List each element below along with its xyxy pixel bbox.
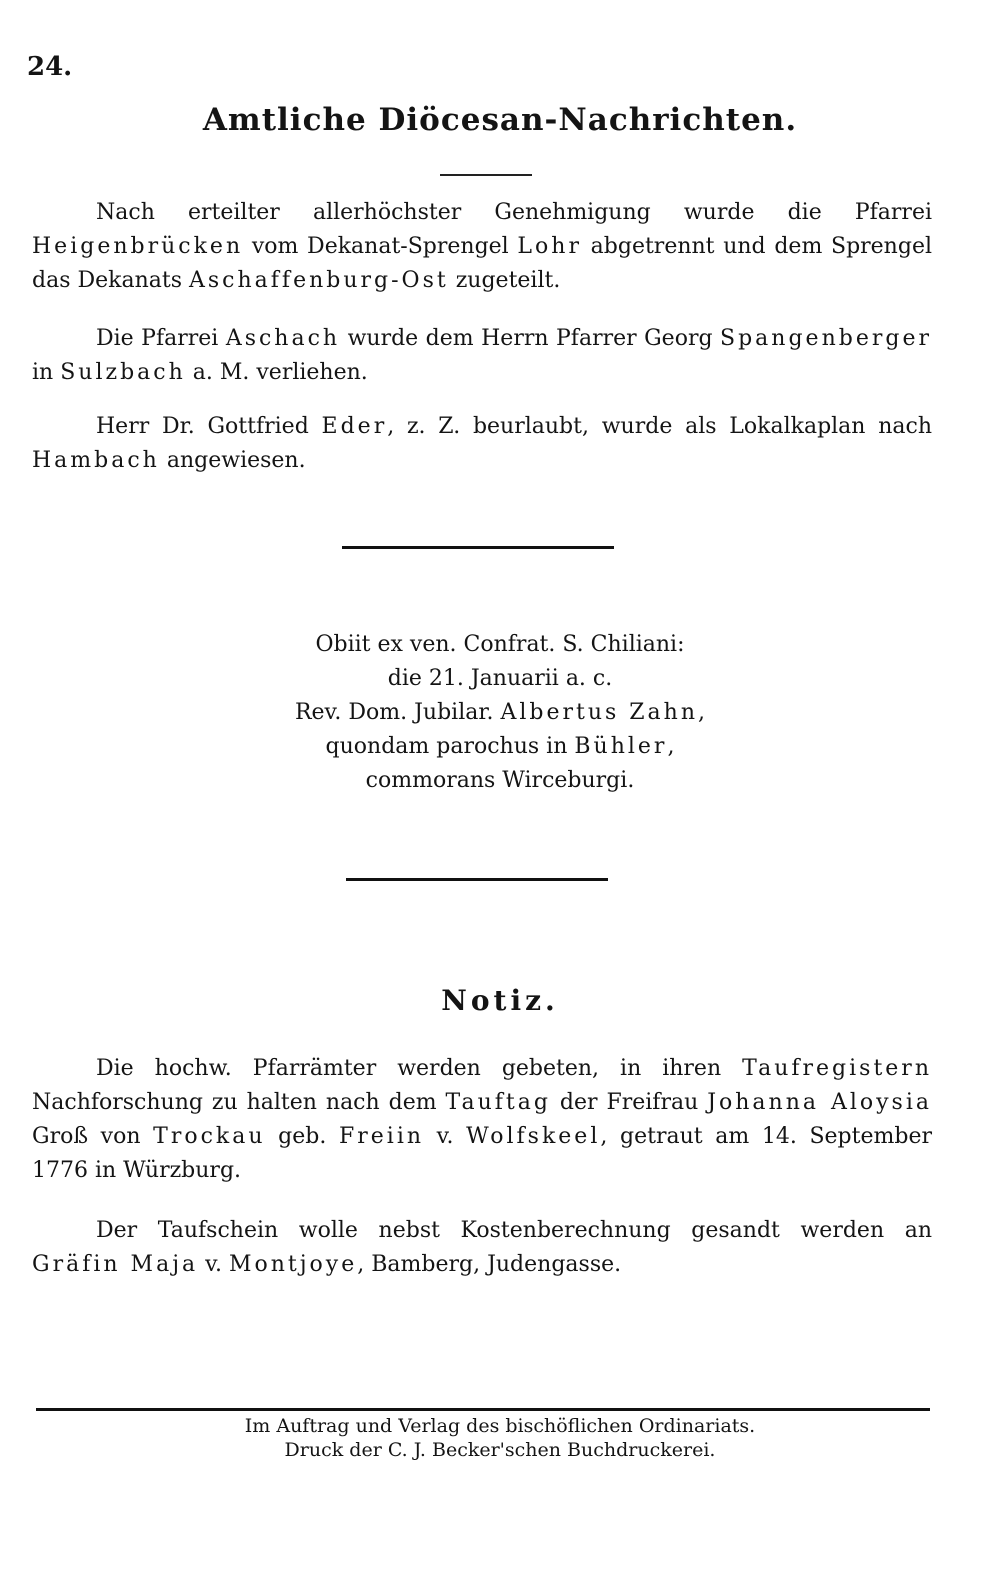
notice-paragraph-chaplain-assignment [32, 410, 932, 478]
notice-text: Die Pfarrei [96, 326, 226, 351]
footer-rule [36, 1408, 930, 1411]
obituary-text: commorans [365, 768, 503, 793]
notice-text: Nachforschung zu halten nach dem [32, 1090, 446, 1115]
notice-text: , getraut am 14. September 1776 in Würzburg. [32, 1124, 932, 1183]
notice-text: a. M. verliehen. [185, 360, 368, 385]
deceased-name: Albertus Zahn [500, 700, 699, 725]
obituary-line: die 21. Januarii a. c. [387, 666, 613, 691]
notiz-paragraph-request [32, 1052, 932, 1188]
notice-text: Herr Dr. Gottfried [96, 414, 322, 439]
parish-name: Heigenbrücken [32, 234, 244, 259]
place-name: Bühler [574, 734, 668, 759]
imprint-footer [0, 1414, 1000, 1462]
deanery-name: Aschaffenburg-Ost [189, 268, 449, 293]
obituary-text: Rev. Dom. Jubilar. [294, 700, 501, 725]
notice-text: in [32, 360, 61, 385]
notice-text: vom Dekanat-Sprengel [243, 234, 518, 259]
notice-text: , Bamberg, Judengasse. [357, 1252, 622, 1277]
obituary-line [0, 730, 1000, 764]
notice-paragraph-parish-transfer [32, 196, 932, 298]
notice-text: Der Taufschein wolle nebst Kostenberechnung gesandt werden an [96, 1218, 932, 1243]
place-name: Hambach [32, 448, 160, 473]
deanery-name: Lohr [517, 234, 582, 259]
emphasized-term: Taufregistern [742, 1056, 932, 1081]
imprint-printer: Druck der C. J. Becker'schen Buchdruckerei. [284, 1439, 716, 1461]
obituary-line: Obiit ex ven. Confrat. S. Chiliani: [315, 632, 685, 657]
title-rule [440, 174, 532, 176]
notice-text: Die hochw. Pfarrämter werden gebeten, in ihren [96, 1056, 743, 1081]
section-divider [342, 546, 614, 549]
notice-text: wurde dem Herrn Pfarrer Georg [340, 326, 721, 351]
notiz-paragraph-contact [32, 1214, 932, 1282]
obituary-notice [0, 628, 1000, 798]
imprint-publisher: Im Auftrag und Verlag des bischöflichen Ordinariats. [244, 1415, 756, 1437]
title-term: Freiin [338, 1124, 425, 1149]
person-name: Spangenberger [720, 326, 932, 351]
notice-text: Groß von [32, 1124, 154, 1149]
section-divider [346, 878, 608, 881]
obituary-text: . [627, 768, 635, 793]
place-name: Trockau [153, 1124, 266, 1149]
parish-name: Aschach [225, 326, 341, 351]
notice-text: der Freifrau [550, 1090, 708, 1115]
obituary-text: , [698, 700, 706, 725]
notice-text: zugeteilt. [448, 268, 561, 293]
person-name: Eder [321, 414, 388, 439]
notice-text: angewiesen. [159, 448, 306, 473]
place-name: Wirceburgi [502, 768, 628, 793]
notice-heading: Notiz. [441, 984, 559, 1017]
notice-text: v. [424, 1124, 467, 1149]
family-name: Montjoye [228, 1252, 358, 1277]
person-name: Gräfin Maja [32, 1252, 199, 1277]
notice-text: abgetrennt und dem Sprengel das Dekanats [32, 234, 932, 293]
person-name: Johanna Aloysia [707, 1090, 932, 1115]
notice-text: Nach erteilter allerhöchster Genehmigung wurde die Pfarrei [96, 200, 932, 225]
obituary-text: quondam parochus in [325, 734, 575, 759]
obituary-line [0, 696, 1000, 730]
page-number: 24. [27, 52, 73, 82]
page-title: Amtliche Diöcesan-Nachrichten. [202, 102, 798, 138]
emphasized-term: Tauftag [445, 1090, 551, 1115]
family-name: Wolfskeel [466, 1124, 601, 1149]
notice-text: , z. Z. beurlaubt, wurde als Lokalkaplan nach [387, 414, 932, 439]
notice-text: geb. [265, 1124, 339, 1149]
obituary-text: , [667, 734, 675, 759]
obituary-line [0, 764, 1000, 798]
notice-paragraph-parish-appointment [32, 322, 932, 390]
place-name: Sulzbach [60, 360, 186, 385]
notice-text: v. [198, 1252, 229, 1277]
